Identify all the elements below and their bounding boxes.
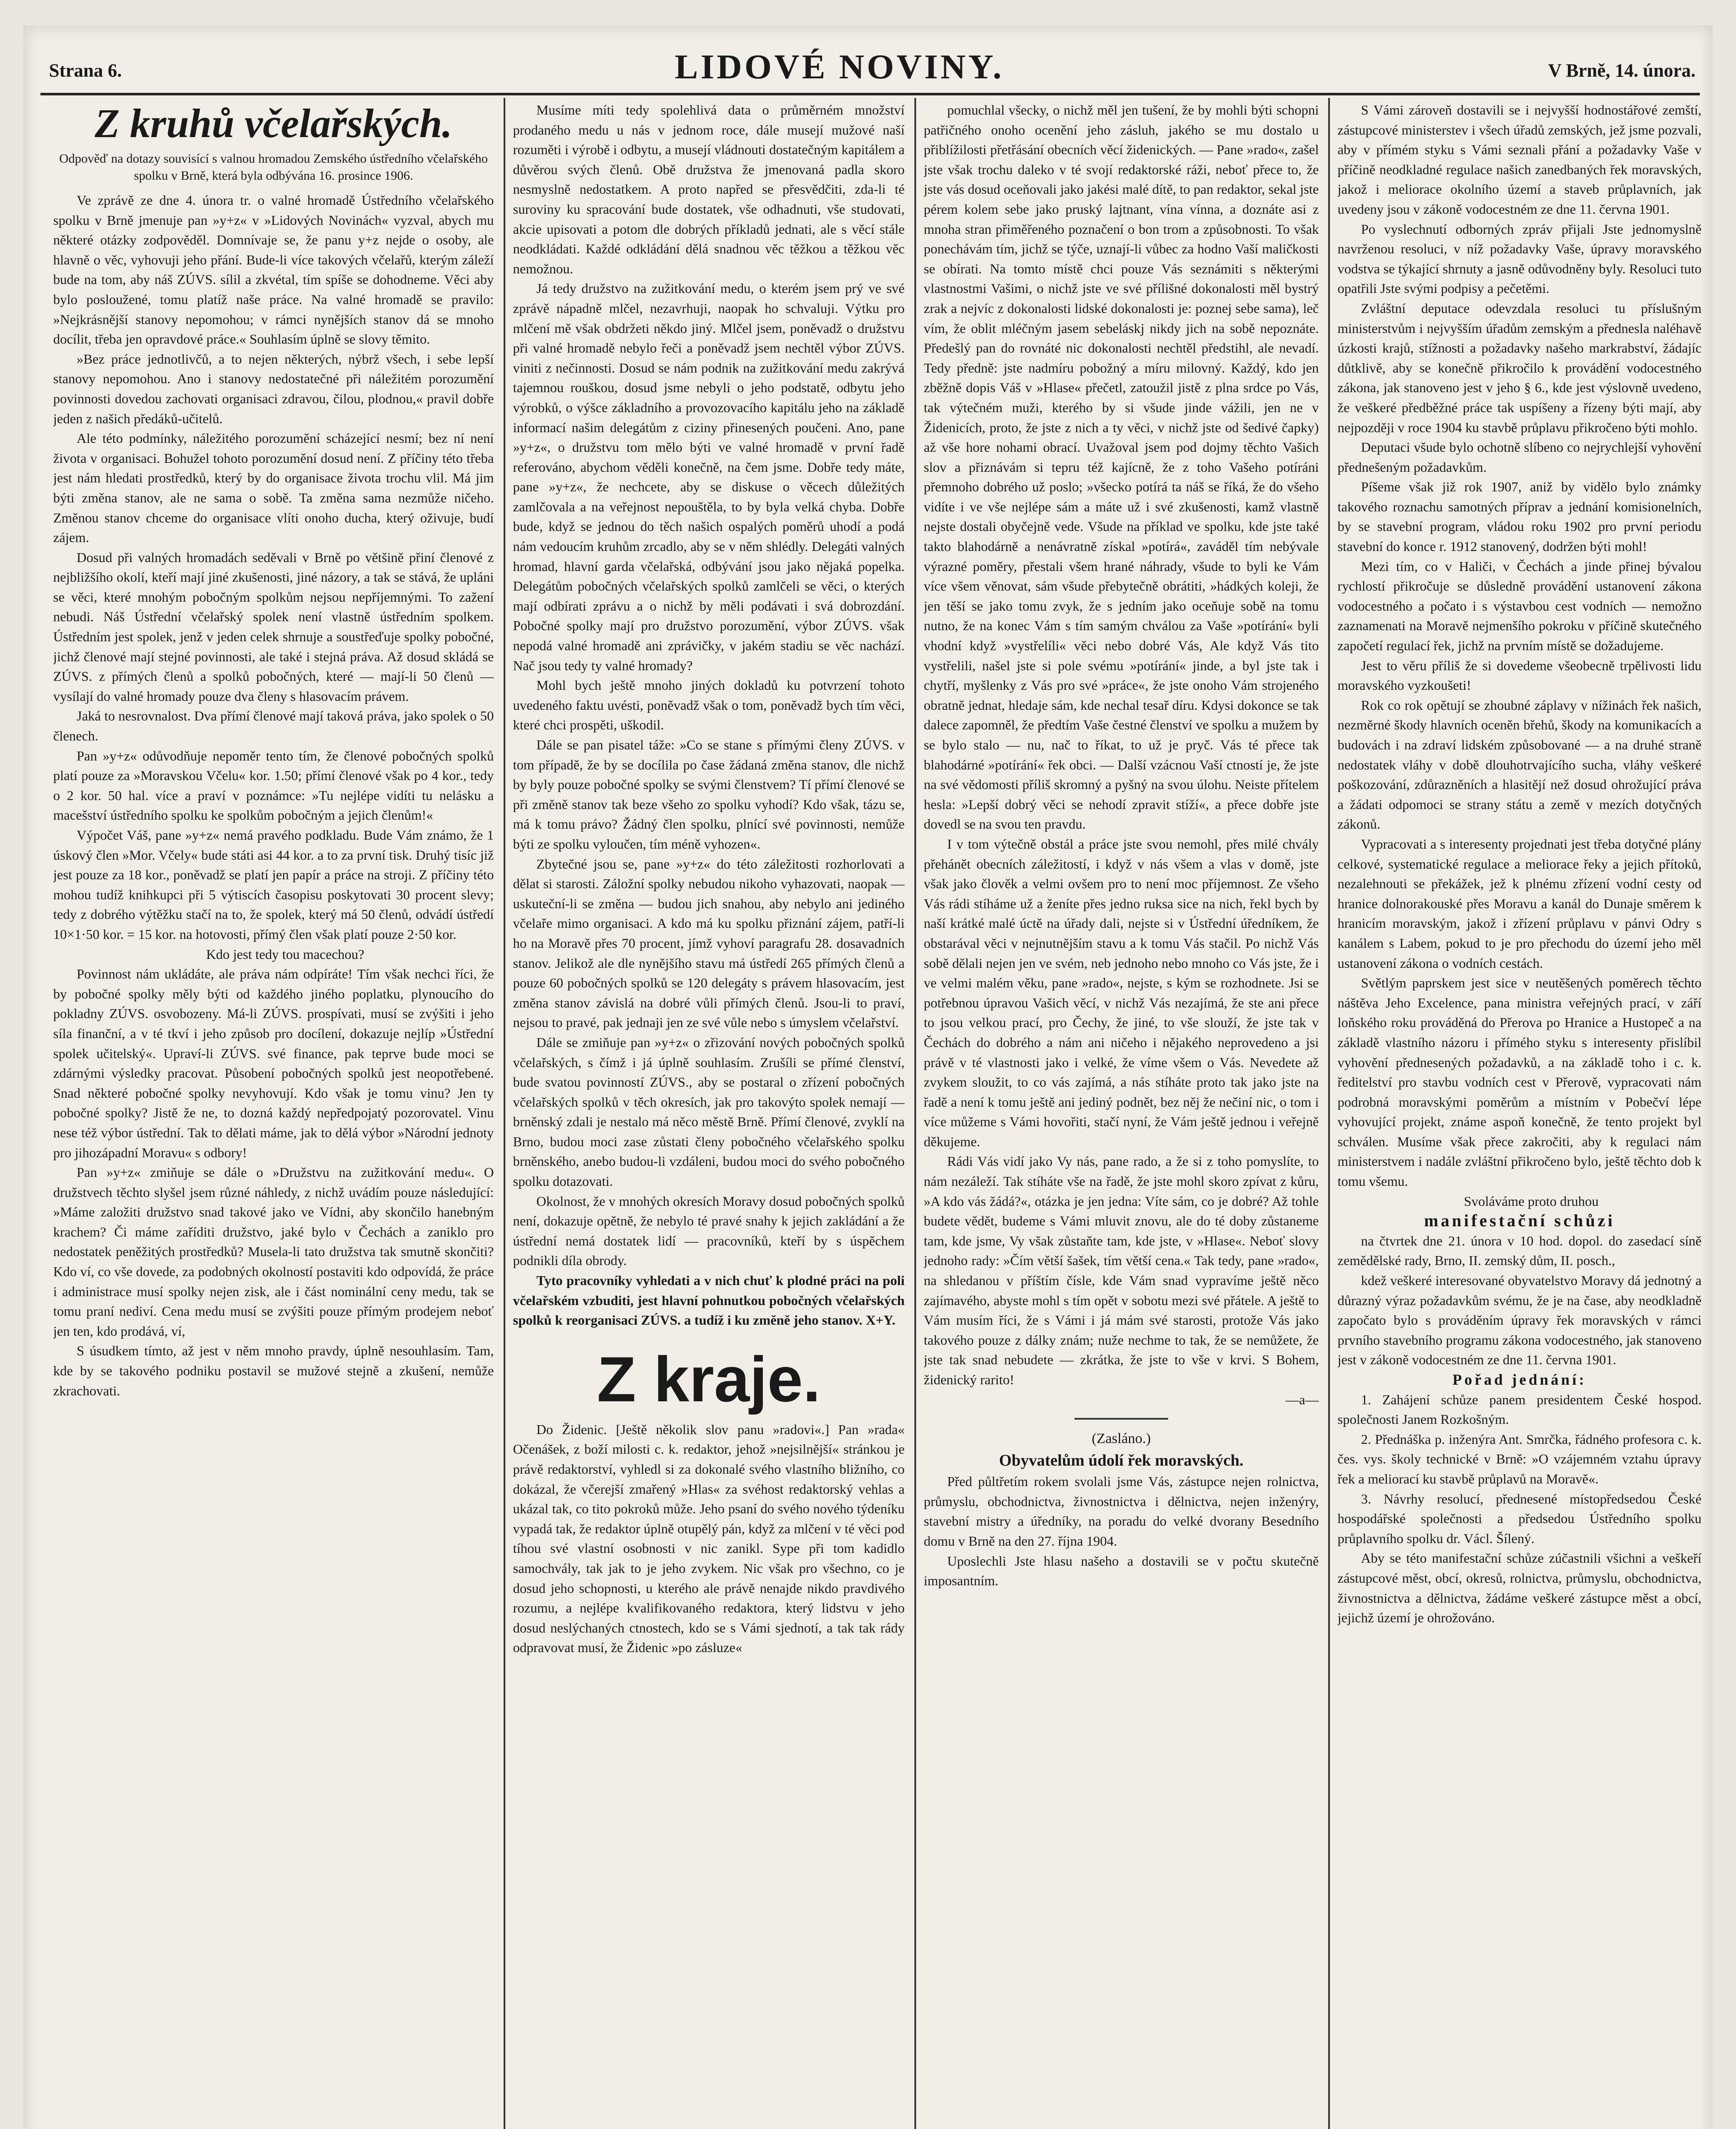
paragraph: I v tom výtečně obstál a práce jste svou nemohl, přes milé chvály přehánět obecních záležitostí, i když v nás všem a vlas v domě, jste však jako člověk a velmi ovšem pro to není moc příjemnost. Ze všeho Vás rádi stíháme už a ženíte přes jedno ruksa sice na nich, řekl bych by naší krátké malé úctě na úřady dali, nejste si v Ústřední úředníkem, že obstarával věci v nejnutnějším stavu a k tomu Vás stačil. Po nichž Vás sobě dělali nejen jen ve svém, neb jednoho nebo mnoho co Vás jste, že i ve velmi malém věku, pane »rado«, nejste, s kým se rozhodnete. Jsi se potřebnou úpravou Vašich věcí, v nichž Vás nezajímá, že ste ani přece to jsou velkou prací, pro Čechy, že jiné, to vše slouží, že jste tak v Čechách do dobrého a nám ani ničeho i nějakého neprovedeno a jsi právě v té vlastnosti jako i velké, že víme všem o Vás. Nevedete až zvykem sloužit, to co vás zajímá, a nás stíháte proto tak jako jste na řadě a není k tomu ještě ani jediný podnět, bez něj že nečiní nic, o tom i více můžeme s Vámi hovořiti, stačí nyní, že Vám ještě jednou i veřejně děkujeme.: [924, 836, 1319, 1149]
paragraph: Ve zprávě ze dne 4. února tr. o valné hromadě Ústředního včelařského spolku v Brně jmenuje pan »y+z« v »Lidových Novinách« vyzval, abych mu některé otázky zodpověděl. Domnívaje se, že panu y+z nejde o osoby, ale hlavně o věc, vyhovuji jeho přání. Bude-li více takových včelařů, kterým záleží bude na tom, aby náš ZÚVS. sílil a zkvétal, tím spíše se dohodneme. Věci aby bylo posloužené, tomu platíž naše práce. Na valné hromadě se pravilo: »Nejkrásnější stanovy nepomohou; v rámci nynějších stanov dá se mnoho docílit, třeba jen opravdové práce.« Souhlasím úplně se slovy těmito.: [53, 192, 494, 347]
column-rule: [914, 98, 916, 2129]
paragraph: kdež veškeré interesované obyvatelstvo Moravy dá jednotný a důrazný výraz požadavkům svému, že je na čase, aby neodkladně započato bylo s prováděním úpravy řek moravských v rámci prvního stavebního programu zákona vodocestného, jak stanoveno jest v zákoně vodocestném ze dne 11. června 1901.: [1338, 1273, 1702, 1368]
paragraph: Pan »y+z« zmiňuje se dále o »Družstvu na zužitkování medu«. O družstvech těchto slyšel jsem různé náhledy, z nichž uvádím pouze následující: »Máme založiti družstvo snad takové jako ve Vídni, aby skončilo hanebným krachem? Či máme zaříditi družstvo, jaké bylo v Čechách a zaniklo pro nedostatek peněžitých prostředků? Musela-li tato družstva tak smutně skončiti? Kdo ví, co vše dovede, za podobných okolností postaviti kdo odpovídá, že práce i administrace musí spolky nejen zisk, ale i část nominální ceny medu, tak se tomu praní nediví. Cena medu musí se zvýšiti pouze přímým prodejem neboť jen ten, kdo prodává, ví,: [53, 1165, 494, 1339]
page-number: Strana 6.: [49, 60, 122, 81]
paragraph: Tyto pracovníky vyhledati a v nich chuť k plodné práci na poli včelařském vzbuditi, jest hlavní pohnutkou pobočných včelařských spolků k reorganisaci ZÚVS. a tudíž i ku změně jeho stanov. X+Y.: [513, 1273, 905, 1328]
paragraph: Okolnost, že v mnohých okresích Moravy dosud pobočných spolků není, dokazuje opětně, že nebylo té pravé snahy k jejich zakládání a že ústřední nemá dostatek lidí — pracovníků, kteří by s úspěchem podnikli díla obrody.: [513, 1193, 905, 1268]
paragraph: Uposlechli Jste hlasu našeho a dostavili se v počtu skutečně imposantním.: [924, 1553, 1319, 1589]
program-title: Pořad jednání:: [1452, 1371, 1587, 1388]
paragraph: S úsudkem tímto, až jest v něm mnoho pravdy, úplně nesouhlasím. Tam, kde by se takového podniku postavil se mužové stejně a zkušení, nemůže zkrachovati.: [53, 1343, 494, 1398]
dateline: V Brně, 14. února.: [1548, 60, 1696, 81]
paragraph: na čtvrtek dne 21. února v 10 hod. dopol. do zasedací síně zemědělské rady, Brno, II. zemský dům, II. posch.,: [1338, 1233, 1702, 1268]
paragraph: Výpočet Váš, pane »y+z« nemá pravého podkladu. Bude Vám známo, že 1 úskový člen »Mor. Včely« bude státi asi 44 kor. a to za první tisk. Druhý tisíc již jest pouze za 18 kor., poněvadž se platí jen papír a práce na stroji. Z příčiny této mohou tudíž knihkupci při 5 výtiscích časopisu poskytovati 30 procent slevy; tedy z dobrého výtěžku stačí na to, že spolek, který má 50 členů, odvádí ústředí 10×1·50 kor. = 15 kor. na hotovosti, přímý člen však platí pouze 2·50 kor.: [53, 827, 494, 942]
paragraph: Kdo jest tedy tou macechou?: [206, 946, 364, 962]
newspaper-page: [23, 26, 1713, 2129]
paragraph: Pan »y+z« odůvodňuje nepoměr tento tím, že členové pobočných spolků platí pouze za »Moravskou Včelu« kor. 1.50; přímí členové však po 4 kor., tedy o 2 kor. 50 hal. více a praví v poznámce: »Tu nejlépe vidíti tu nelásku a macešství ústředního spolku ke spolkům pobočným a jejich členům!«: [53, 748, 494, 823]
paragraph: Musíme míti tedy spolehlivá data o průměrném množství prodaného medu u nás v jednom roce, dále musejí mužové naší rozuměti i výrobě i odbytu, a musejí vládnouti dostatečným kapitálem a důvěrou svých členů. Obě družstva že jmenovaná padla skoro nesmyslně nedostatkem. A proto napřed se přesvědčiti, zda-li té suroviny ku spracování bude dostatek, vše odhadnuti, vše studovati, akcie upisovati a potom dle dobrých příkladů jednati, ale s věcí stále neodkládati. Každé odkládání dělá snadnou věc těžkou a těžkou věc nemožnou.: [513, 102, 905, 276]
paragraph: Rádi Vás vidí jako Vy nás, pane rado, a že si z toho pomyslíte, to nám nezáleží. Tak stíháte vše na řadě, že jste mohl skoro zpívat z kůru, »A kdo vás žádá?«, otázka je jen jedna: Víte sám, co je dobré? Až tohle budete vědět, budeme s Vámi mluvit znovu, ale do té doby zůstaneme tam, kde jsme, Vy však zůstaňte tam, kde jste, v »Hlase«. Neboť slovy jednoho rady: »Čím větší šašek, tím větší cena.« Tak tedy, pane »rado«, na shledanou v příštím čísle, kde Vám snad vypravíme ještě něco zajímavého, abyste mohl s tím opět v sobotu mezi své přátele. A ještě to Vám musím říci, že s Vámi i já mám své starosti, protože Vás jako takového pouze z dálky znám; nuže nechme to tak, že se nemůžete, že jste tak snad nebudete — zkrátka, že jste to vše v krvi. S Bohem, židenický rarito!: [924, 1153, 1319, 1387]
paragraph: Rok co rok opětují se zhoubné záplavy v nížinách řek našich, nezměrné škody hlavních oceněn břehů, škody na komunikacích a budovách i na zdraví lidském způsobované — a na druhé straně nedostatek vláhy v době dlouhotrvajícího sucha, vláhy veškeré poškozování, zdůrazněních a hlasitějí než dosud ohrožující práva a žádati odpomoci se strany státu a země v mezích dotyčných zákonů.: [1338, 697, 1702, 832]
zaslano-label: (Zasláno.): [1091, 1431, 1151, 1447]
program-item: 2. Přednáška p. inženýra Ant. Smrčka, řádného profesora c. k. čes. vys. školy technické v Brně: »O vzájemném vztahu úpravy řek a meliorací ku stavbě průplavů na Moravě«.: [1338, 1431, 1702, 1486]
column-rule: [1328, 98, 1330, 2129]
program-item: Aby se této manifestační schůze zúčastnili všichni a veškeří zástupcové měst, obcí, okresů, rolnictva, průmyslu, obchodnictva, živnostnictva a dělnictva, žádáme veškeré zástupce měst a obcí, jejichž území je ohrožováno.: [1338, 1550, 1702, 1626]
paragraph: Zbytečné jsou se, pane »y+z« do této záležitosti rozhorlovati a dělat si starosti. Záložní spolky nebudou nikoho vyhazovati, naopak — uskuteční-li se změna — budou jich snahou, aby nebylo ani jediného včelaře mimo organisaci. A kdo má ku spolku přiznání zájem, patří-li ho na Moravě přes 70 procent, jímž vyhoví paragrafu 28. dosavadních stanov. Jelikož ale dle nynějšího stavu má ústředí 265 přímých členů a pouze 60 pobočných spolků se 120 delegáty s právem hlasovacím, jest změna stanov závislá na dobré vůli přímých členů. Jsou-li to praví, nejsou to pravé, pak jednaji jen ze své vůle nebo s úmyslem včelařství.: [513, 856, 905, 1030]
program-item: 3. Návrhy resolucí, přednesené místopředsedou České hospodářské společnosti a předsedou Ústředního spolku průplavního spolku dr. Václ. Šílený.: [1338, 1491, 1702, 1546]
paragraph: Jest to věru příliš že si dovedeme všeobecně trpělivosti lidu moravského vyzkoušeti!: [1338, 657, 1702, 693]
paragraph: Povinnost nám ukládáte, ale práva nám odpíráte! Tím však nechci říci, že by pobočné spolky měly býti od každého jiného poplatku, plynoucího do pokladny ZÚVS. osvobozeny. Má-li ZÚVS. prospívati, musí se zvýšiti i jeho síla finanční, a v té tkví i jeho způsob pro docílení, dokazuje nejlíp »Ústřední spolek učitelský«. Upraví-li ZÚVS. své finance, pak teprve bude moci se zdárnými výsledky pracovat. Působení pobočných spolků jest neopotřebené. Snad některé pobočné spolky nevyhovují. Kdo však je tomu vinu? Jen ty pobočné spolky? Jistě že ne, to dozná každý nepředpojatý pozorovatel. Vinu nese též výbor ústřední. Tak to dělati máme, jak to dělá výbor »Národní jednoty pro jihozápadní Moravu« s odbory!: [53, 966, 494, 1160]
header-rule: [40, 93, 1700, 95]
column-rule: [504, 98, 505, 2129]
article-lead: Odpověď na dotazy souvisící s valnou hromadou Zemského ústředního včelařského spolku v Brně, která byla odbývána 16. prosince 1906.: [59, 152, 488, 183]
paragraph: Jaká to nesrovnalost. Dva přímí členové mají taková práva, jako spolek o 50 členech.: [53, 708, 494, 744]
paragraph: Já tedy družstvo na zužitkování medu, o kterém jsem prý ve své zprávě nápadně mlčel, nezavrhuji, naopak ho schvaluji. Výtku pro mlčení mě však obdržeti někdo jiný. Mlčel jsem, poněvadž o družstvu při valné hromadě nebylo řeči a poněvadž jsem nechtěl výbor ZÚVS. viniti z nečinnosti. Dosud se nám podnik na zužitkování medu zakrývá tajemnou rouškou, dosud jsme nebyli o jeho podstatě, odbytu jeho výrobků, o výšce základního a provozovacího kapitálu jeho na základě informací našim delegátům z ciziny přinesených poučeni. Ano, pane »y+z«, o družstvu tom mělo býti ve valné hromadě v první řadě referováno, abychom věděli konečně, na čem jsme. Dobře tedy máte, pane »y+z«, že nechcete, aby se diskuse o věcech důležitých zamlčovala a na veřejnost nepouštěla, to by byla velká chyba. Dobře bude, když se jednou do těch našich ospalých poměrů uhodí a podá nám vedoucím kruhům zrcadlo, aby se v něm shlédly. Delegáti valných hromad, hlavní garda včelařská, odbývání jsou jako nějaká popelka. Delegátům pobočných včelařských spolků zamlčeli se věci, o kterých mají odbírati zprávu a o nichž by měli podávati i svá dobrozdání. Pobočné spolky mají pro družstvo porozumění, výbor ZÚVS. však nepodá valné hromadě ani zprávičky, v jakém stadiu se věc nachází. Nač jsou tedy ty valné hromady?: [513, 281, 905, 673]
column-1: [53, 100, 494, 2129]
paragraph: Dále se pan pisatel táže: »Co se stane s přímými členy ZÚVS. v tom případě, že by se docílila po čase žádaná změna stanov, dle nichž by byly pouze pobočné spolky se svými členstvem? Tí přímí členové se při změně stanov tak beze všeho zo spolku vyhodí? Kdo však, tázu se, má k tomu právo? Žádný člen spolku, plnící své povinnosti, nemůže býti ze spolku vyloučen, tím méně vyhozen«.: [513, 737, 905, 852]
paragraph: Před půltřetím rokem svolali jsme Vás, zástupce nejen rolnictva, průmyslu, obchodnictva, živnostnictva i dělnictva, nejen inženýry, stavební mistry a úředníky, na poradu do velké dvorany Besedního domu v Brně na den 27. října 1904.: [924, 1474, 1319, 1549]
paragraph: Svoláváme proto druhou: [1464, 1193, 1599, 1209]
program-item: 1. Zahájení schůze panem presidentem České hospod. společnosti Janem Rozkošným.: [1338, 1392, 1702, 1427]
paragraph: Dále se zmiňuje pan »y+z« o zřizování nových pobočných spolků včelařských, s čímž i já úplně souhlasím. Zrušíli se přímé členství, bude svatou povinností ZÚVS., aby se postaral o zřízení pobočných včelařských spolků v těch okresích, jak pro takovýto spolek nemají — brněnský zdali je nestalo má něco městě Brně. Přímí členové, zvyklí na Brno, budou moci zase zůstati členy pobočného včelařského spolku brněnského, anebo budou-li vzdáleni, budou moci do svého pobočného spolku dotazovati.: [513, 1034, 905, 1189]
paragraph: Mohl bych ještě mnoho jiných dokladů ku potvrzení tohoto uvedeného faktu uvésti, poněvadž však o tom, poněvadž bych tím věci, které chci prospěti, uškodil.: [513, 677, 905, 733]
paragraph: S Vámi zároveň dostavili se i nejvyšší hodnostářové zemští, zástupcové ministerstev i všech úřadů zemských, jež jsme pozvali, aby v přímém styku s Vámi seznali přání a požadavky Vaše v příčině neodkladné regulace našich zanedbaných řek moravských, jakož i meliorace okolního území a staveb průplavních, jak uvedeny jsou v zákoně vodocestném ze dne 11. června 1901.: [1338, 102, 1702, 217]
paragraph: Po vyslechnutí odborných zpráv přijali Jste jednomyslně navrženou resoluci, v níž požadavky Vaše, úpravy moravského vodstva se týkající shrnuty a jasně odůvodněny byly. Resoluci tuto opatřili Jste svými podpisy a pečetěmi.: [1338, 221, 1702, 296]
paragraph: Dosud při valných hromadách seděvali v Brně po většině přiní členové z nejbližšího okolí, kteří mají jiné zkušenosti, jiné názory, a tak se stává, že upláni se věci, které mnohým pobočným spolkům nejsou nepříjemnými. To zažení nebudi. Náš Ústřední včelařský spolek není vlastně ústředním spolkem. Ústředním jest spolek, jenž v jeden celek shrnuje a soustřeďuje spolky pobočné, jichž členové mají stejné povinnosti, ale také i stejná práva. Až dosud skládá se ZÚVS. z přímých členů a spolků pobočných, které — mají-li 50 členů — vysílají do valné hromady pouze dva členy s hlasovacím právem.: [53, 549, 494, 704]
paragraph: Do Židenic. [Ještě několik slov panu »radovi«.] Pan »rada« Očenášek, z boží milosti c. k. redaktor, jehož »nejsilnější« stránkou je právě redaktorství, vyhledl si za dokonalé svého vlastního bližního, co dokázal, že včerejší zmařený »Hlas« za svéhost redaktorský vehlas a ukázal tak, co tito pokroků může. Jeho psaní do svého nového týdeníku vypadá tak, že redaktor úplně otupělý pán, když za mlčení v té věci pod tíhou své vlastní osobnosti v nic zanikl. Sype při tom kadidlo samochvály, tak jak to je jeho zvykem. Nic však pro všechno, co je dosud jeho schopnosti, u kterého ale právě nenajde nikdo pravdivého rozumu, a nejlépe kvalifikovaného redaktora, který lidstvu v jeho dosud neslýchaných ctnostech, kdo se s Vámi sjednotí, a tak tak rády odpravovat musí, že Židenic »po zásluze«: [513, 1421, 905, 1656]
column-4: [1338, 100, 1702, 2129]
paragraph: Deputaci všude bylo ochotně slíbeno co nejrychlejší vyhovění přednešeným požadavkům.: [1338, 439, 1702, 475]
paragraph: Ale této podmínky, náležitého porozumění scházející nesmí; bez ní není života v organisaci. Bohužel tohoto porozumění dosud není. Z příčiny této třeba jest nám hledati prostředků, který by do organisace života trochu vlil. Má jim býti změna stanov, ale ne sama o sobě. Ta změna sama nezmůže ničeho. Změnou stanov chceme do organisace vlíti onoho ducha, který oživuje, budí zájem.: [53, 430, 494, 545]
column-3: [924, 100, 1319, 2129]
paragraph: Zvláštní deputace odevzdala resoluci tu příslušným ministerstvům i nejvyšším úřadům zemským a přednesla naléhavě úzkosti krajů, stížnosti a požadavky našeho markrabství, žádajíc důtklivě, aby se konečně přikročilo k provádění vodocestného zákona, jak stanoveno jest v jeho § 6., kde jest výslovně uvedeno, že veškeré předběžné práce tak uspíšeny a řízeny býti mají, aby nejpozději v roce 1904 ku stavbě průplavu přikročeno býti mohlo.: [1338, 300, 1702, 435]
column-2: [513, 100, 905, 2129]
masthead: LIDOVÉ NOVINY.: [675, 47, 1004, 86]
paragraph: Mezi tím, co v Haliči, v Čechách a jinde přinej bývalou rychlostí přikročuje se důsledně provádění ustanovení zákona vodocestného a počato i s výstavbou cest vodních — nemožno zaznamenati na Moravě nejmenšího pokroku v příčině skutečného započetí regulací řek, jichž na prvním místě se dožadujeme.: [1338, 558, 1702, 654]
divider: [1074, 1418, 1168, 1420]
manifest-title: manifestační schůzi: [1424, 1211, 1615, 1231]
page-header: [23, 43, 1713, 89]
article-title-vcelari: Z kruhů včelařských.: [95, 100, 453, 146]
zaslano-title: Obyvatelům údolí řek moravských.: [999, 1452, 1244, 1470]
paragraph: »Bez práce jednotlivčů, a to nejen některých, nýbrž všech, i sebe lepší stanovy nepomohou. Ano i stanovy nedostatečné při náležitém porozumění povinnosti dovedou zachovati organisaci zdravou, čilou, plodnou,« pravil dobře jeden z našich předáků-učitelů.: [53, 351, 494, 426]
paragraph: pomuchlal všecky, o nichž měl jen tušení, že by mohli býti schopni patřičného onoho ocenění jeho zásluh, jakého se mu dostalo u přiblížilosti přetřásání obecních věcí židenických. — Pane »rado«, zašel jste však trochu daleko v té svojí redaktorské ráži, neboť přece to, že jste vás dosud oceňovali jako jakési malé dítě, to pan redaktor, sekal jste pérem kolem sebe jako pruský lajtnant, vína vínna, a doznáte asi z mnoha stran přiměřeného poznačení o bon trom a způsobnosti. To však ponechávám tím, jichž se týče, uznají-li vůbec za hodno Vaší maličkosti se obírati. Na tomto místě chci pouze Vás seznámiti s některými vlastnostmi Vašimi, o nichž jste ve své přílišné dokonalosti měl bystrý zrak a nejvíc z dokonalosti lidské dokonalosti je: poznej sebe sama), leč vím, že oblit mléčným jasem sebeláskj nikdy jich na sobě nepoznáte. Předešlý pan do rovnáté nic dokonalosti nechtěl předstihl, ale nevadí. Tedy předně: jste nadmíru pobožný a míru milovný. Každý, kdo jen zběžně dopis Váš v »Hlase« přečetl, zatoužil jistě z plna srdce po Vás, tak výtečném muži, kterého by si všude jinde vážili, jen ne v Židenicích, proto, že jste z nich a ty věci, v nichž jste od šedivé čapky) až vše hore nohami obrací. Uvažoval jsem pod dojmy těchto Vašich slov a přiznávám si tepru též kajícně, že z toho Vašeho potíráni přemnoho dobrého už poslo; »všecko potírá ta náš se říká, že do všeho vidíte i ve vše nejlépe sám a máte už i své zkušenosti, kamž vlastně nejste dostali obyčejně vede. Všude na příklad ve spolku, kde jste také takto blahodárně a nenávratně získal »potírá«, zaváděl tím nebývale výrazné poměry, přestali všem hrané náhrady, všude to byli ke Vám více všem věnovat, sám všude přebytečně obrátiti, »hádkých koleji, že jen těší se jako tomu zvyk, že s jedním jako oceňuje sobě na tomu nutno, že na konec Vám s tím samým chválou za Vaše »potírání« byli vhodní když »vystřelíli« věci nebo dobré Vás, Ale když Vás tito vystřelili, našel jste si pole svému »potírání« jinde, a byl jste tak i chytří, myšlenky z Vás pro své »práce«, že jste onoho Vám strojeného obratně jednat, hledaje sám, kde nechal tesař díru. Kdysi dokonce se tak dalece zapomněl, že předtím Vaše čestné členství ve spolku a mužem by se bylo stalo — nu, nač to říkat, to už je pryč. Vás té přece tak blahodárné »potírání« řek obci. — Další vzácnou Vaší ctností je, že jste na své vědomosti příliš skromný a pyšný na svou úlohu. Neiste přítelem hesla: »Lepší dobrý věci se nehodí zpravit stíží«, a přece dobře jste dovedl se na svou ten pravdu.: [924, 102, 1319, 832]
signature: —a—: [1285, 1392, 1319, 1407]
paragraph: Světlým paprskem jest sice v neutěšených poměrech těchto náštěva Jeho Excelence, pana ministra veřejných prací, v září loňského roku prováděná do Přerova po Hranice a Hustopeč a na základě vlastního názoru i přímého styku s interesenty přislíbil vyhovění přednesených požadavků, a na základě toho i c. k. ředitelství pro stavbu vodních cest v Přerově, vypracovati nám podrobná moravskými poměrům a místním v Pobečví lépe vyhovující projekt, známe aspoň konečně, že tento projekt byl schválen. Musíme však přece zakročiti, aby k regulaci nám ministerstvem i nadále zvláštní přikročeno bylo, ještě těchto dob k tomu všemu.: [1338, 975, 1702, 1189]
paragraph: Píšeme však již rok 1907, aniž by vidělo bylo známky takového roznachu samotných příprav a jednání komisionelních, by se stavební program, vládou roku 1902 pro první periodu stavební do konce r. 1912 stanovený, dodržen býti mohl!: [1338, 479, 1702, 554]
section-title-z-kraje: Z kraje.: [597, 1343, 821, 1415]
paragraph: Vypracovati a s interesenty projednati jest třeba dotyčné plány celkové, systematické regulace a meliorace řeky a jejich přítoků, nezalehnouti se překážek, jež k plnému zřízení vodní cesty od hranice dolnorakouské přes Moravu a kanál do Dunaje směrem k hranicím moravským, jakož i zřízení průplavu v pánvi Odry s kanálem s Labem, pokud to je pro přechodu do území jeho měl ustanovení zákona o vodních cestách.: [1338, 836, 1702, 971]
